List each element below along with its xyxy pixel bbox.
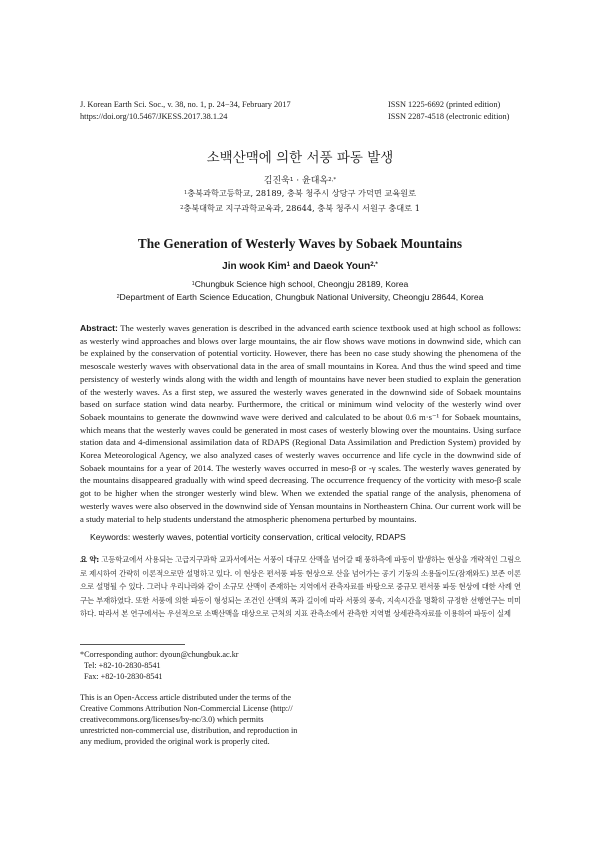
abstract-label: Abstract: bbox=[80, 323, 118, 333]
issn-electronic: ISSN 2287-4518 (electronic edition) bbox=[388, 112, 510, 121]
korean-affiliation-2 bbox=[0, 203, 600, 214]
english-aff-1-sup: 1 bbox=[191, 280, 195, 287]
correspondence-block bbox=[80, 650, 239, 682]
korean-aff-1-text: 충북과학고등학교, 28189, 충북 청주시 상당구 가덕면 교육원로 bbox=[187, 188, 416, 198]
corresponding-author: *Corresponding author: dyoun@chungbuk.ac.kr bbox=[80, 650, 239, 659]
author-and: and bbox=[290, 261, 314, 272]
english-author-2: Daeok Youn bbox=[313, 261, 371, 272]
korean-aff-1-sup: 1 bbox=[183, 189, 188, 196]
korean-author-2-sup: 2,* bbox=[328, 176, 337, 183]
footnote-divider bbox=[80, 644, 185, 645]
korean-abstract bbox=[80, 553, 521, 621]
english-aff-2-sup: 2 bbox=[116, 293, 120, 300]
english-affiliation-2 bbox=[0, 292, 600, 302]
english-aff-1-text: Chungbuk Science high school, Cheongju 28189, Korea bbox=[194, 279, 409, 289]
corresponding-fax: Fax: +82-10-2830-8541 bbox=[84, 671, 163, 681]
journal-citation: J. Korean Earth Sci. Soc., v. 38, no. 1, p. 24−34, February 2017 bbox=[80, 100, 291, 109]
keywords bbox=[90, 532, 406, 542]
journal-header bbox=[80, 99, 291, 123]
issn-block bbox=[388, 99, 509, 123]
issn-print: ISSN 1225-6692 (printed edition) bbox=[388, 100, 501, 109]
korean-affiliation-1 bbox=[0, 188, 600, 199]
korean-author-1-sup: 1 bbox=[289, 176, 294, 183]
korean-aff-2-sup: 2 bbox=[180, 204, 184, 211]
korean-aff-2-text: 충북대학교 지구과학교육과, 28644, 충북 청주시 서원구 충대로 1 bbox=[183, 203, 420, 213]
korean-author-2: 윤대옥 bbox=[302, 176, 329, 186]
korean-abstract-label: 요 약: bbox=[80, 555, 100, 564]
english-affiliation-1 bbox=[0, 279, 600, 289]
license-notice: This is an Open-Access article distributed under the terms of the Creative Commons Attribution Non-Commercial License (http:// creativecommons.org/licenses/by-nc/3.0) which permits unrestricted non-commercial use, distribution, and reproduction in any medium, provided the original work is properly cited. bbox=[80, 693, 298, 746]
english-author-1: Jin wook Kim bbox=[222, 261, 287, 272]
korean-author-1: 김진욱 bbox=[263, 176, 290, 186]
korean-authors bbox=[0, 173, 600, 186]
abstract-text: The westerly waves generation is described in the advanced earth science textbook used at high school as follows: as westerly wind approaches and blows over large mountains, the air flow shows wave motions in downwind side, which can be explained by the conservation of potential vorticity. However, there has been no case study showing the phenomena of the mesoscale westerly waves with observational data in the area of small mountains in Korea. And thus the wind speed and time persistency of westerly winds along with the width and length of mountains have never been studied to explain the generation of the westerly waves. As a first step, we assured the westerly waves generated in the downwind side of Sobaek mountains based on surface station wind data nearby. Furthermore, the critical or minimum wind velocity of the westerly wind over Sobaek mountains to generate the downwind wave were derived and calculated to be about 0.6 m·s⁻¹ for Sobaek mountains, which means that the westerly waves could be generated in most cases of westerly blowing over the mountains. Using surface station data and 4-dimensional assimilation data of RDAPS (Regional Data Assimilation and Prediction System) provided by Korea Meteorological Agency, we also analyzed cases of westerly waves occurrence and life cycle in the downwind side of Sobaek mountains for a year of 2014. The westerly waves occurred in meso-β or -γ scales. The westerly waves generated by the mountains disappeared gradually with wind speed decreasing. The occurrence frequency of the vorticity with meso-β scale got to be higher when the stronger westerly wind blew. When we extended the spatial range of the analysis, phenomena of westerly waves were also observed in the downwind side of Yensan mountains in Northeastern China. Our current work will be a study material to help students understand the atmospheric phenomena perturbed by mountains. bbox=[80, 323, 521, 524]
english-title: The Generation of Westerly Waves by Sobaek Mountains bbox=[137, 236, 463, 251]
english-author-2-sup: 2,* bbox=[370, 261, 378, 269]
corresponding-tel: Tel: +82-10-2830-8541 bbox=[84, 660, 161, 670]
korean-title: 소백산맥에 의한 서풍 파동 발생 bbox=[206, 150, 394, 166]
english-aff-2-text: Department of Earth Science Education, Chungbuk National University, Cheongju 28644, Korea bbox=[119, 292, 484, 302]
doi-link[interactable]: https://doi.org/10.5467/JKESS.2017.38.1.24 bbox=[80, 112, 228, 121]
keywords-label: Keywords: bbox=[90, 532, 131, 542]
author-separator: · bbox=[293, 176, 303, 186]
korean-abstract-text: 고등학교에서 사용되는 고급지구과학 교과서에서는 서풍이 대규모 산맥을 넘어갈 때 풍하측에 파동이 발생하는 현상을 개략적인 그림으로 제시하여 간략히 이론적으로만 설명하고 있다. 이 현상은 편서풍 파동 현상으로 산을 넘어가는 공기 기둥의 소용돌이도(잠재와도) 보존 이론으로 설명될 수 있다. 그러나 우리나라와 같이 소규모 산맥이 존재하는 지역에서 관측자료를 바탕으로 중규모 편서풍 파동 현상에 대한 사례 연구는 부재하였다. 또한 서풍에 의한 파동이 형성되는 조건인 산맥의 폭과 길이에 따라 서풍의 풍속, 지속시간을 명확히 규정한 선행연구는 미미하다. 따라서 본 연구에서는 우선적으로 소백산맥을 대상으로 근처의 지표 관측소에서 관측한 지역별 상세관측자료를 이용하여 파동이 실제 bbox=[80, 555, 521, 618]
english-authors bbox=[0, 261, 600, 272]
abstract bbox=[80, 322, 521, 525]
english-author-1-sup: 1 bbox=[286, 261, 291, 269]
keywords-text: westerly waves, potential vorticity conservation, critical velocity, RDAPS bbox=[130, 532, 406, 542]
